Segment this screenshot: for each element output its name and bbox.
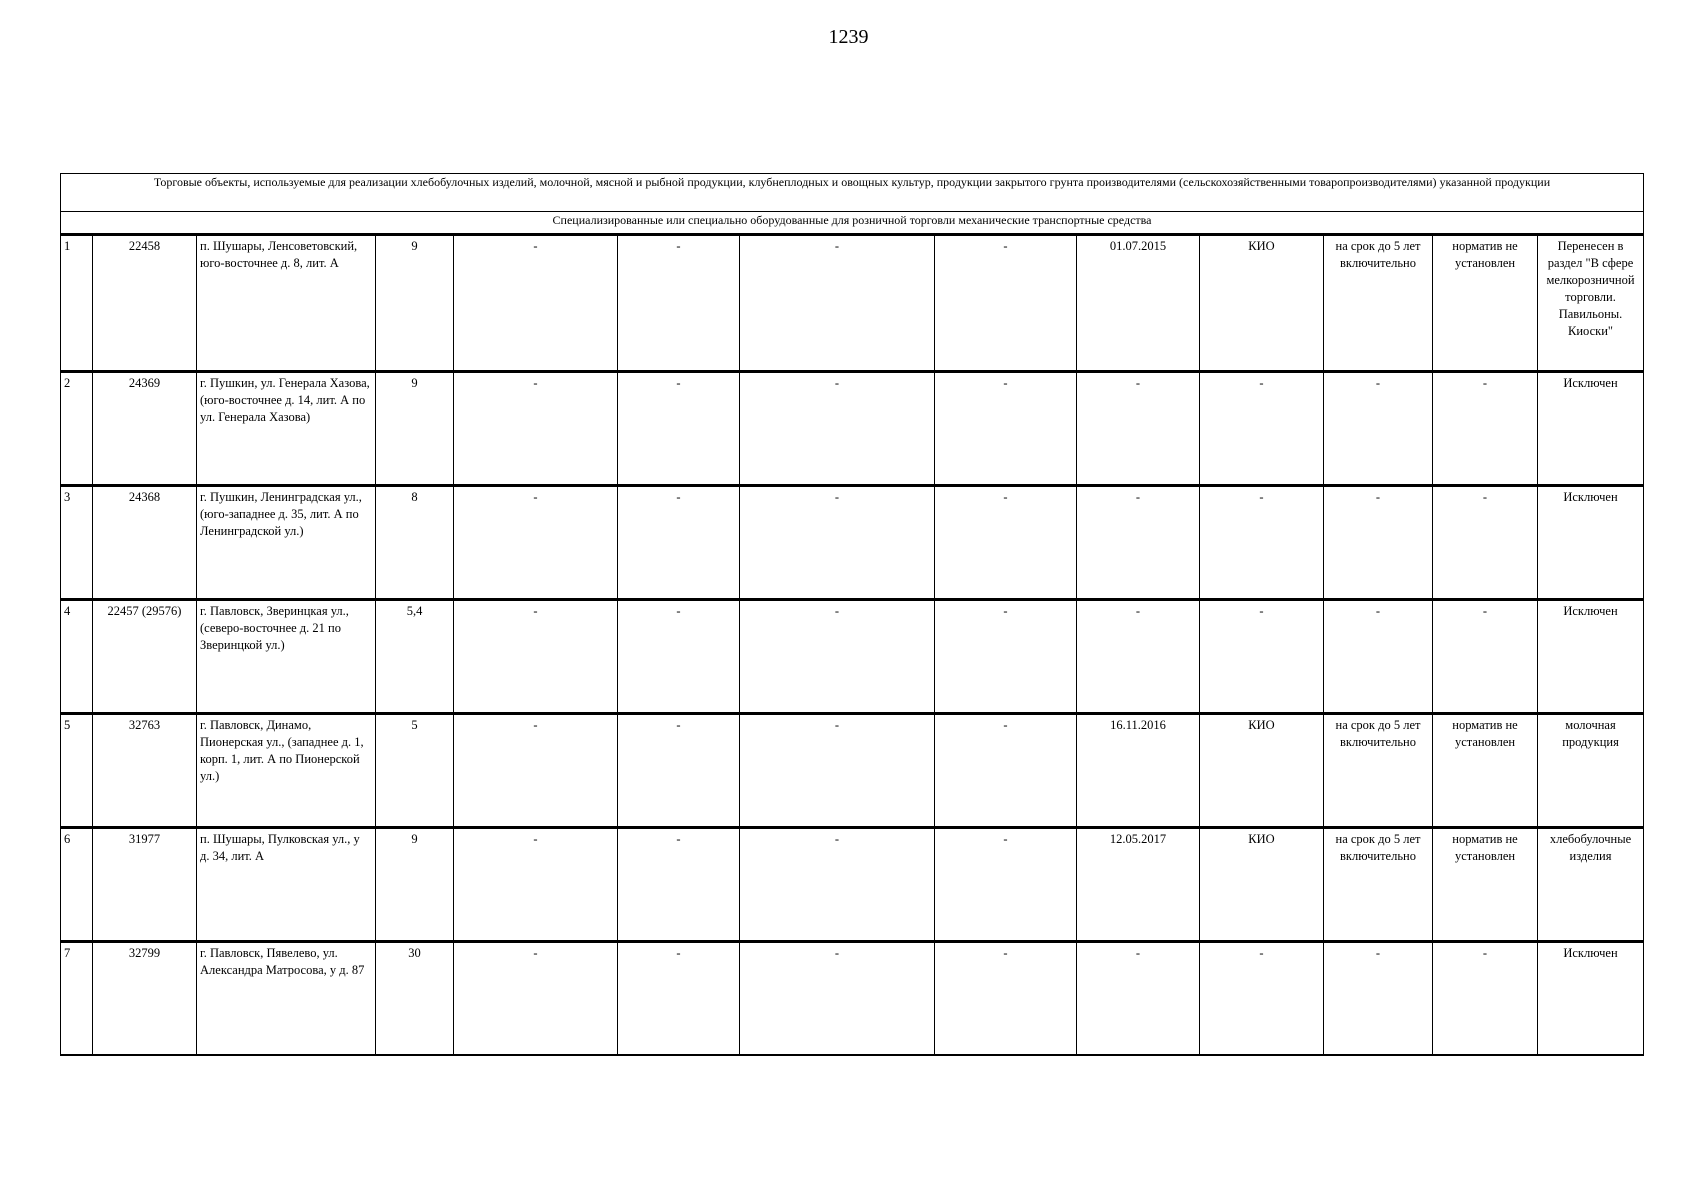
object-org: - [1200, 372, 1324, 486]
object-note: хлебобулочные изделия [1538, 828, 1644, 942]
object-date: - [1077, 942, 1200, 1056]
object-id: 22458 [93, 235, 197, 372]
section-header-row [61, 174, 1644, 212]
cell-col6: - [618, 942, 740, 1056]
cell-col5: - [454, 372, 618, 486]
section-subheader-row [61, 212, 1644, 235]
cell-col5: - [454, 714, 618, 828]
cell-col8: - [935, 372, 1077, 486]
object-org: - [1200, 600, 1324, 714]
table-row [61, 372, 1644, 486]
object-term: на срок до 5 лет включительно [1324, 828, 1433, 942]
row-number: 3 [61, 486, 93, 600]
object-term: на срок до 5 лет включительно [1324, 714, 1433, 828]
object-address: п. Шушары, Пулковская ул., у д. 34, лит. А [197, 828, 376, 942]
object-norm: - [1433, 486, 1538, 600]
cell-col6: - [618, 486, 740, 600]
object-id: 32799 [93, 942, 197, 1056]
cell-col6: - [618, 600, 740, 714]
object-term: - [1324, 486, 1433, 600]
cell-col5: - [454, 235, 618, 372]
cell-col5: - [454, 828, 618, 942]
object-norm: - [1433, 942, 1538, 1056]
cell-col8: - [935, 486, 1077, 600]
object-id: 32763 [93, 714, 197, 828]
object-id: 24368 [93, 486, 197, 600]
page-number: 1239 [828, 26, 869, 48]
object-date: - [1077, 486, 1200, 600]
object-org: КИО [1200, 828, 1324, 942]
cell-col7: - [740, 714, 935, 828]
cell-col7: - [740, 828, 935, 942]
object-term: на срок до 5 лет включительно [1324, 235, 1433, 372]
table-row [61, 714, 1644, 828]
object-id: 31977 [93, 828, 197, 942]
object-area: 9 [376, 828, 454, 942]
cell-col8: - [935, 600, 1077, 714]
object-date: 12.05.2017 [1077, 828, 1200, 942]
cell-col7: - [740, 372, 935, 486]
object-term: - [1324, 600, 1433, 714]
object-note: молочная продукция [1538, 714, 1644, 828]
cell-col8: - [935, 714, 1077, 828]
object-date: 01.07.2015 [1077, 235, 1200, 372]
object-area: 5,4 [376, 600, 454, 714]
object-area: 5 [376, 714, 454, 828]
row-number: 7 [61, 942, 93, 1056]
object-note: Исключен [1538, 372, 1644, 486]
object-address: г. Павловск, Зверинцкая ул., (северо-восточнее д. 21 по Зверинцкой ул.) [197, 600, 376, 714]
object-note: Перенесен в раздел "В сфере мелкорозничной торговли. Павильоны. Киоски" [1538, 235, 1644, 372]
object-term: - [1324, 942, 1433, 1056]
object-note: Исключен [1538, 600, 1644, 714]
cell-col6: - [618, 714, 740, 828]
cell-col6: - [618, 372, 740, 486]
cell-col5: - [454, 486, 618, 600]
object-note: Исключен [1538, 486, 1644, 600]
object-norm: - [1433, 372, 1538, 486]
cell-col7: - [740, 235, 935, 372]
section-subtitle: Специализированные или специально оборудованные для розничной торговли механические транспортные средства [61, 212, 1644, 235]
cell-col5: - [454, 942, 618, 1056]
object-note: Исключен [1538, 942, 1644, 1056]
table-row [61, 235, 1644, 372]
cell-col8: - [935, 828, 1077, 942]
object-id: 22457 (29576) [93, 600, 197, 714]
row-number: 2 [61, 372, 93, 486]
object-id: 24369 [93, 372, 197, 486]
row-number: 6 [61, 828, 93, 942]
cell-col6: - [618, 235, 740, 372]
object-norm: норматив не установлен [1433, 828, 1538, 942]
cell-col7: - [740, 942, 935, 1056]
registry-table [60, 173, 1644, 1056]
cell-col8: - [935, 235, 1077, 372]
object-org: - [1200, 486, 1324, 600]
object-area: 9 [376, 235, 454, 372]
object-address: г. Павловск, Динамо, Пионерская ул., (западнее д. 1, корп. 1, лит. А по Пионерской ул.) [197, 714, 376, 828]
object-date: - [1077, 372, 1200, 486]
object-area: 9 [376, 372, 454, 486]
cell-col8: - [935, 942, 1077, 1056]
cell-col5: - [454, 600, 618, 714]
section-title: Торговые объекты, используемые для реализации хлебобулочных изделий, молочной, мясной и рыбной продукции, клубнеплодных и овощных культур, продукции закрытого грунта производителями (сельскохозяйственными товаропроизводителями) указанной продукции [61, 174, 1644, 212]
object-org: - [1200, 942, 1324, 1056]
table-row [61, 828, 1644, 942]
object-norm: - [1433, 600, 1538, 714]
table-row [61, 486, 1644, 600]
row-number: 4 [61, 600, 93, 714]
object-address: г. Пушкин, ул. Генерала Хазова, (юго-восточнее д. 14, лит. А по ул. Генерала Хазова) [197, 372, 376, 486]
object-norm: норматив не установлен [1433, 714, 1538, 828]
cell-col7: - [740, 600, 935, 714]
object-date: 16.11.2016 [1077, 714, 1200, 828]
table-row [61, 942, 1644, 1056]
object-norm: норматив не установлен [1433, 235, 1538, 372]
object-address: п. Шушары, Ленсоветовский, юго-восточнее д. 8, лит. А [197, 235, 376, 372]
object-date: - [1077, 600, 1200, 714]
cell-col7: - [740, 486, 935, 600]
row-number: 5 [61, 714, 93, 828]
object-org: КИО [1200, 714, 1324, 828]
table-row [61, 600, 1644, 714]
object-area: 8 [376, 486, 454, 600]
object-area: 30 [376, 942, 454, 1056]
object-term: - [1324, 372, 1433, 486]
cell-col6: - [618, 828, 740, 942]
row-number: 1 [61, 235, 93, 372]
object-address: г. Пушкин, Ленинградская ул., (юго-западнее д. 35, лит. А по Ленинградской ул.) [197, 486, 376, 600]
object-org: КИО [1200, 235, 1324, 372]
object-address: г. Павловск, Пявелево, ул. Александра Матросова, у д. 87 [197, 942, 376, 1056]
